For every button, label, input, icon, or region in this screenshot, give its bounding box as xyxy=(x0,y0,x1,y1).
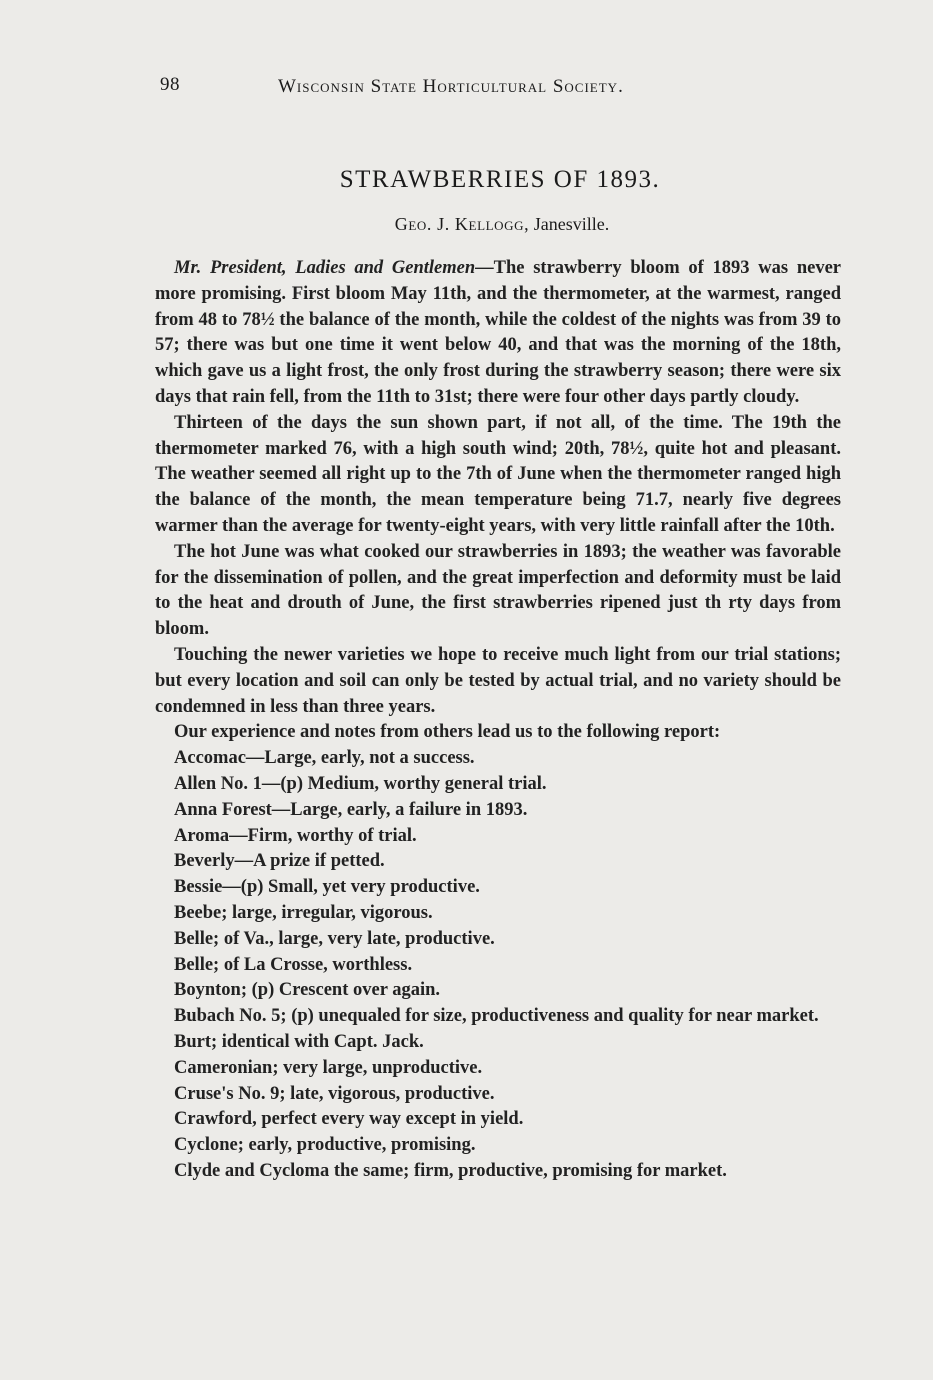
running-title: Wisconsin State Horticultural Society. xyxy=(278,76,624,97)
variety-item: Cruse's No. 9; late, vigorous, productive. xyxy=(174,1083,495,1104)
author-place: Janesville. xyxy=(533,214,610,234)
salutation: Mr. President, Ladies and Gentlemen xyxy=(174,258,476,278)
variety-item: Bubach No. 5; (p) unequaled for size, productiveness and quality for near market. xyxy=(174,1006,819,1027)
variety-item: Aroma—Firm, worthy of trial. xyxy=(174,825,417,846)
paragraph-1 xyxy=(155,256,841,411)
article-body xyxy=(155,256,841,1185)
variety-item: Belle; of Va., large, very late, productive. xyxy=(174,928,495,949)
variety-item: Crawford, perfect every way except in yield. xyxy=(174,1109,524,1130)
paragraph-5: Our experience and notes from others lead us to the following report: xyxy=(174,722,721,743)
variety-item: Boynton; (p) Crescent over again. xyxy=(174,980,441,1001)
variety-item: Cyclone; early, productive, promising. xyxy=(174,1135,476,1156)
variety-item: Belle; of La Crosse, worthless. xyxy=(174,954,413,975)
paragraph-3: The hot June was what cooked our strawberries in 1893; the weather was favorable for the dissemination of pollen, and the great imperfection and deformity must be laid to the heat and drouth of June, the first strawberries ripened just th rty days from bloom. xyxy=(155,541,841,640)
author-name: Geo. J. Kellogg, xyxy=(394,214,530,234)
paragraph-4: Touching the newer varieties we hope to receive much light from our trial stations; but every location and soil can only be tested by actual trial, and no variety should be condemned in less than three years. xyxy=(155,644,841,717)
article-byline xyxy=(0,214,933,235)
paragraph-2: Thirteen of the days the sun shown part, if not all, of the time. The 19th the thermometer marked 76, with a high south wind; 20th, 78½, quite hot and pleasant. The weather seemed all right up to the 7th of June when the thermometer ranged high the balance of the month, the mean temperature being 71.7, nearly five degrees warmer than the average for twenty-eight years, with very little rainfall after the 10th. xyxy=(155,412,841,536)
variety-item: Bessie—(p) Small, yet very productive. xyxy=(174,877,480,898)
variety-item: Anna Forest—Large, early, a failure in 1893. xyxy=(174,799,528,820)
article-title: STRAWBERRIES OF 1893. xyxy=(339,166,661,193)
variety-item: Clyde and Cycloma the same; firm, productive, promising for market. xyxy=(174,1160,727,1181)
variety-item: Allen No. 1—(p) Medium, worthy general trial. xyxy=(174,773,547,794)
page-number: 98 xyxy=(160,74,180,95)
paragraph-1-text: —The strawberry bloom of 1893 was never more promising. First bloom May 11th, and the thermometer, at the warmest, ranged from 48 to 78½ the balance of the month, while the coldest of the nights was from 39 to 57; there was but one time it went below 40, and that was the morning of the 18th, which gave us a light frost, the only frost during the strawberry season; there were six days that rain fell, from the 11th to 31st; there were four other days partly cloudy. xyxy=(155,258,841,407)
variety-item: Cameronian; very large, unproductive. xyxy=(174,1057,483,1078)
variety-item: Accomac—Large, early, not a success. xyxy=(174,748,475,769)
variety-item: Beebe; large, irregular, vigorous. xyxy=(174,902,433,923)
variety-list xyxy=(155,746,841,1185)
variety-item: Beverly—A prize if petted. xyxy=(174,851,385,872)
variety-item: Burt; identical with Capt. Jack. xyxy=(174,1031,424,1052)
